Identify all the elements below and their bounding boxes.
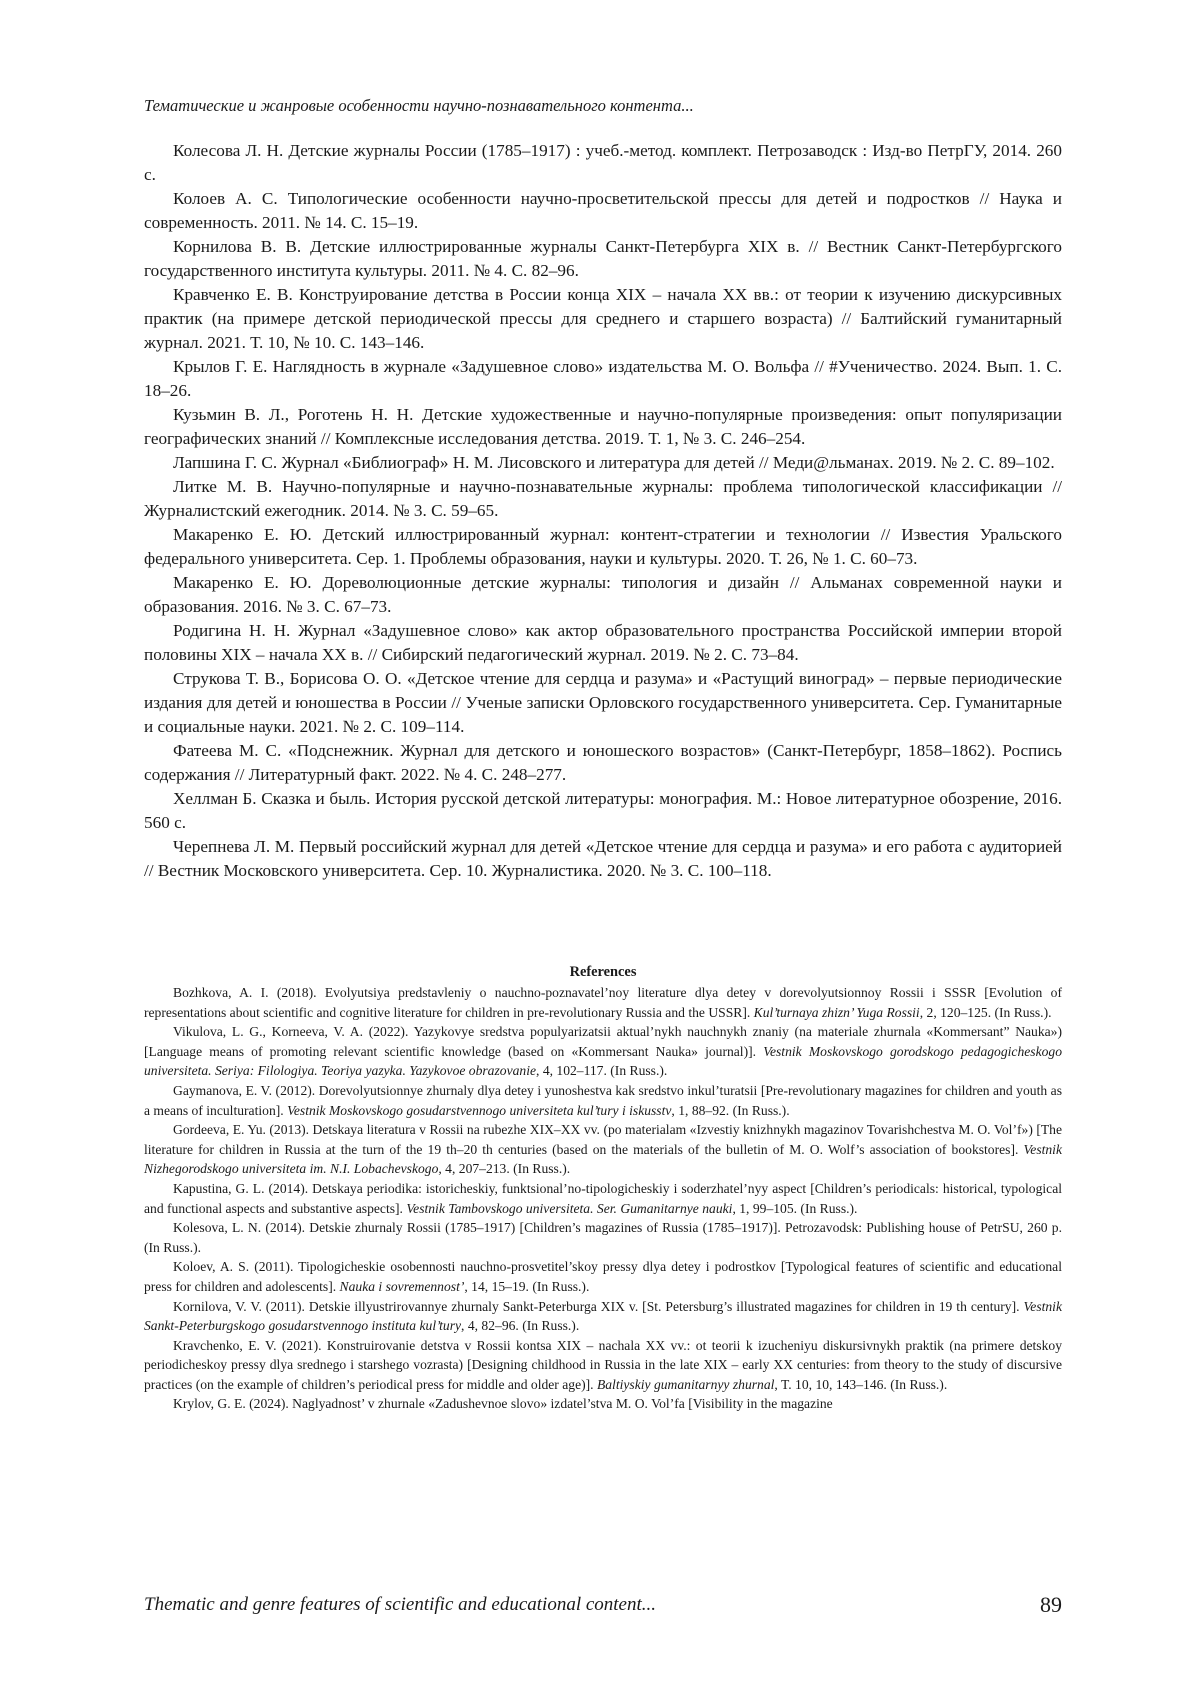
references-list [144, 983, 1062, 1414]
reference-entry [144, 1022, 1062, 1081]
reference-entry [144, 1218, 1062, 1257]
reference-text: Kornilova, V. V. (2011). Detskie illyustrirovannye zhurnaly Sankt-Peterburga XIX v. [St. Petersburg’s illustrated magazines for children in 19 th century]. [173, 1298, 1024, 1314]
reference-entry: Струкова Т. В., Борисова О. О. «Детское чтение для сердца и разума» и «Растущий виноград» – первые периодические издания для детей и юношества в России // Ученые записки Орловского государственного университета. Сер. Гуманитарные и социальные науки. 2021. № 2. С. 109–114. [144, 669, 1062, 736]
source-title: Vestnik Nizhegorodskogo universiteta im. N.I. Lobachevskogo [144, 1141, 1062, 1177]
reference-text: , 4, 82–96. (In Russ.). [461, 1318, 580, 1334]
reference-entry: Черепнева Л. М. Первый российский журнал для детей «Детское чтение для сердца и разума» и его работа с аудиторией // Вестник Московского университета. Сер. 10. Журналистика. 2020. № 3. С. 100–118. [144, 837, 1062, 880]
reference-entry: Фатеева М. С. «Подснежник. Журнал для детского и юношеского возрастов» (Санкт-Петербург, 1858–1862). Роспись содержания // Литературный факт. 2022. № 4. С. 248–277. [144, 741, 1062, 784]
reference-entry: Колесова Л. Н. Детские журналы России (1785–1917) : учеб.-метод. комплект. Петрозаводск : Изд-во ПетрГУ, 2014. 260 с. [144, 141, 1062, 184]
reference-entry [144, 1179, 1062, 1218]
reference-text: Kolesova, L. N. (2014). Detskie zhurnaly Rossii (1785–1917) [Children’s magazines of Russia (1785–1917)]. Petrozavodsk: Publishing house of PetrSU, 260 p. (In Russ.). [144, 1220, 1062, 1255]
reference-text: Koloev, A. S. (2011). Tipologicheskie osobennosti nauchno-prosvetitel’skoy pressy dlya detey i podrostkov [Typological features of scientific and educational press for children and adolescents]. [144, 1259, 1062, 1294]
reference-entry [144, 983, 1062, 1022]
reference-entry: Литке М. В. Научно-популярные и научно-познавательные журналы: проблема типологической классификации // Журналистский ежегодник. 2014. № 3. С. 59–65. [144, 477, 1062, 520]
russian-reference-list [144, 139, 1062, 883]
reference-text: Gordeeva, E. Yu. (2013). Detskaya literatura v Rossii na rubezhe XIX–XX vv. (po materialam «Izvestiy knizhnykh magazinov Tovarishchestva M. O. Vol’f») [The literature for children in Russia at the turn of the 19 th–20 th centuries (based on the materials of the bulletin of M. O. Wolf’s association of bookstores]. [144, 1122, 1062, 1157]
source-title: Vestnik Moskovskogo gosudarstvennogo universiteta kul’tury i iskusstv [287, 1102, 672, 1118]
reference-text: , 4, 102–117. (In Russ.). [536, 1063, 668, 1079]
reference-entry: Макаренко Е. Ю. Детский иллюстрированный журнал: контент-стратегии и технологии // Известия Уральского федерального университета. Сер. 1. Проблемы образования, науки и культуры. 2020. Т. 26, № 1. С. 60–73. [144, 525, 1062, 568]
reference-text: , 1, 99–105. (In Russ.). [732, 1200, 858, 1216]
reference-entry [144, 1336, 1062, 1395]
reference-entry [144, 1297, 1062, 1336]
reference-entry: Лапшина Г. С. Журнал «Библиограф» Н. М. Лисовского и литература для детей // Меди@льманах. 2019. № 2. С. 89–102. [173, 453, 1055, 472]
reference-entry: Кравченко Е. В. Конструирование детства в России конца XIX – начала XX вв.: от теории к изучению дискурсивных практик (на примере детской периодической прессы для среднего и старшего возраста) // Балтийский гуманитарный журнал. 2021. Т. 10, № 10. С. 143–146. [144, 285, 1062, 352]
reference-entry [144, 1257, 1062, 1296]
reference-text: , T. 10, 10, 143–146. (In Russ.). [774, 1376, 948, 1392]
reference-text: Kravchenko, E. V. (2021). Konstruirovanie detstva v Rossii kontsa XIX – nachala XX vv.: ot teorii k izucheniyu diskursivnykh praktik (na primere detskoy periodicheskoy pressy dlya srednego i starshego vozrasta) [Designing childhood in Russia in the late XIX – early XX centuries: from theory to the study of discursive practices (on the example of children’s periodical press for middle and older age)]. [144, 1337, 1062, 1392]
source-title: Kul’turnaya zhizn’ Yuga Rossii [753, 1004, 920, 1020]
references-heading: References [569, 964, 637, 980]
references-section [144, 962, 1062, 1414]
reference-text: Bozhkova, A. I. (2018). Evolyutsiya predstavleniy o nauchno-poznavatel’noy literature dlya detey v dorevolyutsionnoy Rossii i SSSR [Evolution of representations about scientific and cognitive literature for children in pre-revolutionary Russia and the USSR]. [144, 985, 1062, 1020]
reference-text: , 1, 88–92. (In Russ.). [671, 1102, 790, 1118]
reference-entry [144, 1120, 1062, 1179]
source-title: Vestnik Sankt-Peterburgskogo gosudarstvennogo instituta kul’tury [144, 1298, 1062, 1334]
source-title: Vestnik Moskovskogo gorodskogo pedagogicheskogo universiteta. Seriya: Filologiya. Teoriya yazyka. Yazykovoe obrazovanie [144, 1043, 1062, 1079]
source-title: Baltiyskiy gumanitarnyy zhurnal [596, 1376, 775, 1392]
footer-title: Thematic and genre features of scientific and educational content... [144, 1594, 657, 1615]
reference-text: , 4, 207–213. (In Russ.). [438, 1161, 571, 1177]
reference-text: , 2, 120–125. (In Russ.). [919, 1004, 1052, 1020]
reference-text: Kapustina, G. L. (2014). Detskaya periodika: istoricheskiy, funktsional’no-tipologicheskiy i soderzhatel’nyy aspect [Children’s periodicals: historical, typological and functional aspects and substantive aspects]. [144, 1180, 1062, 1216]
reference-entry: Хеллман Б. Сказка и быль. История русской детской литературы: монография. М.: Новое литературное обозрение, 2016. 560 с. [144, 789, 1062, 832]
reference-text: , 14, 15–19. (In Russ.). [464, 1278, 590, 1294]
reference-text: Gaymanova, E. V. (2012). Dorevolyutsionnye zhurnaly dlya detey i yunoshestva kak sredstvo inkul’turatsii [Pre-revolutionary magazines for children and youth as a means of inculturation]. [144, 1082, 1062, 1118]
reference-text: Krylov, G. E. (2024). Naglyadnost’ v zhurnale «Zadushevnoe slovo» izdatel’stva M. O. Vol’fa [Visibility in the magazine [173, 1396, 833, 1412]
reference-entry: Макаренко Е. Ю. Дореволюционные детские журналы: типология и дизайн // Альманах современной науки и образования. 2016. № 3. С. 67–73. [144, 573, 1062, 616]
page-number: 89 [1040, 1592, 1062, 1617]
reference-entry [144, 1081, 1062, 1120]
source-title: Vestnik Tambovskogo universiteta. Ser. Gumanitarnye nauki [406, 1200, 733, 1216]
reference-entry: Крылов Г. Е. Наглядность в журнале «Задушевное слово» издательства М. О. Вольфа // #Ученичество. 2024. Вып. 1. С. 18–26. [144, 357, 1062, 400]
reference-entry: Корнилова В. В. Детские иллюстрированные журналы Санкт-Петербурга XIX в. // Вестник Санкт-Петербургского государственного института культуры. 2011. № 4. С. 82–96. [144, 237, 1062, 280]
reference-entry: Колоев А. С. Типологические особенности научно-просветительской прессы для детей и подростков // Наука и современность. 2011. № 14. С. 15–19. [144, 189, 1062, 232]
reference-text: Vikulova, L. G., Korneeva, V. A. (2022). Yazykovye sredstva populyarizatsii aktual’nykh nauchnykh znaniy (na materiale zhurnala «Kommersant” Nauka») [Language means of promoting relevant scientific knowledge (based on «Kommersant Nauka» journal)]. [144, 1024, 1062, 1059]
running-head: Тематические и жанровые особенности научно-познавательного контента... [144, 96, 694, 115]
source-title: Nauka i sovremennost’ [339, 1278, 465, 1294]
reference-entry: Кузьмин В. Л., Роготень Н. Н. Детские художественные и научно-популярные произведения: опыт популяризации географических знаний // Комплексные исследования детства. 2019. Т. 1, № 3. С. 246–254. [144, 405, 1062, 448]
reference-entry [144, 1394, 1062, 1414]
reference-entry: Родигина Н. Н. Журнал «Задушевное слово» как актор образовательного пространства Российской империи второй половины XIX – начала XX в. // Сибирский педагогический журнал. 2019. № 2. С. 73–84. [144, 621, 1062, 664]
